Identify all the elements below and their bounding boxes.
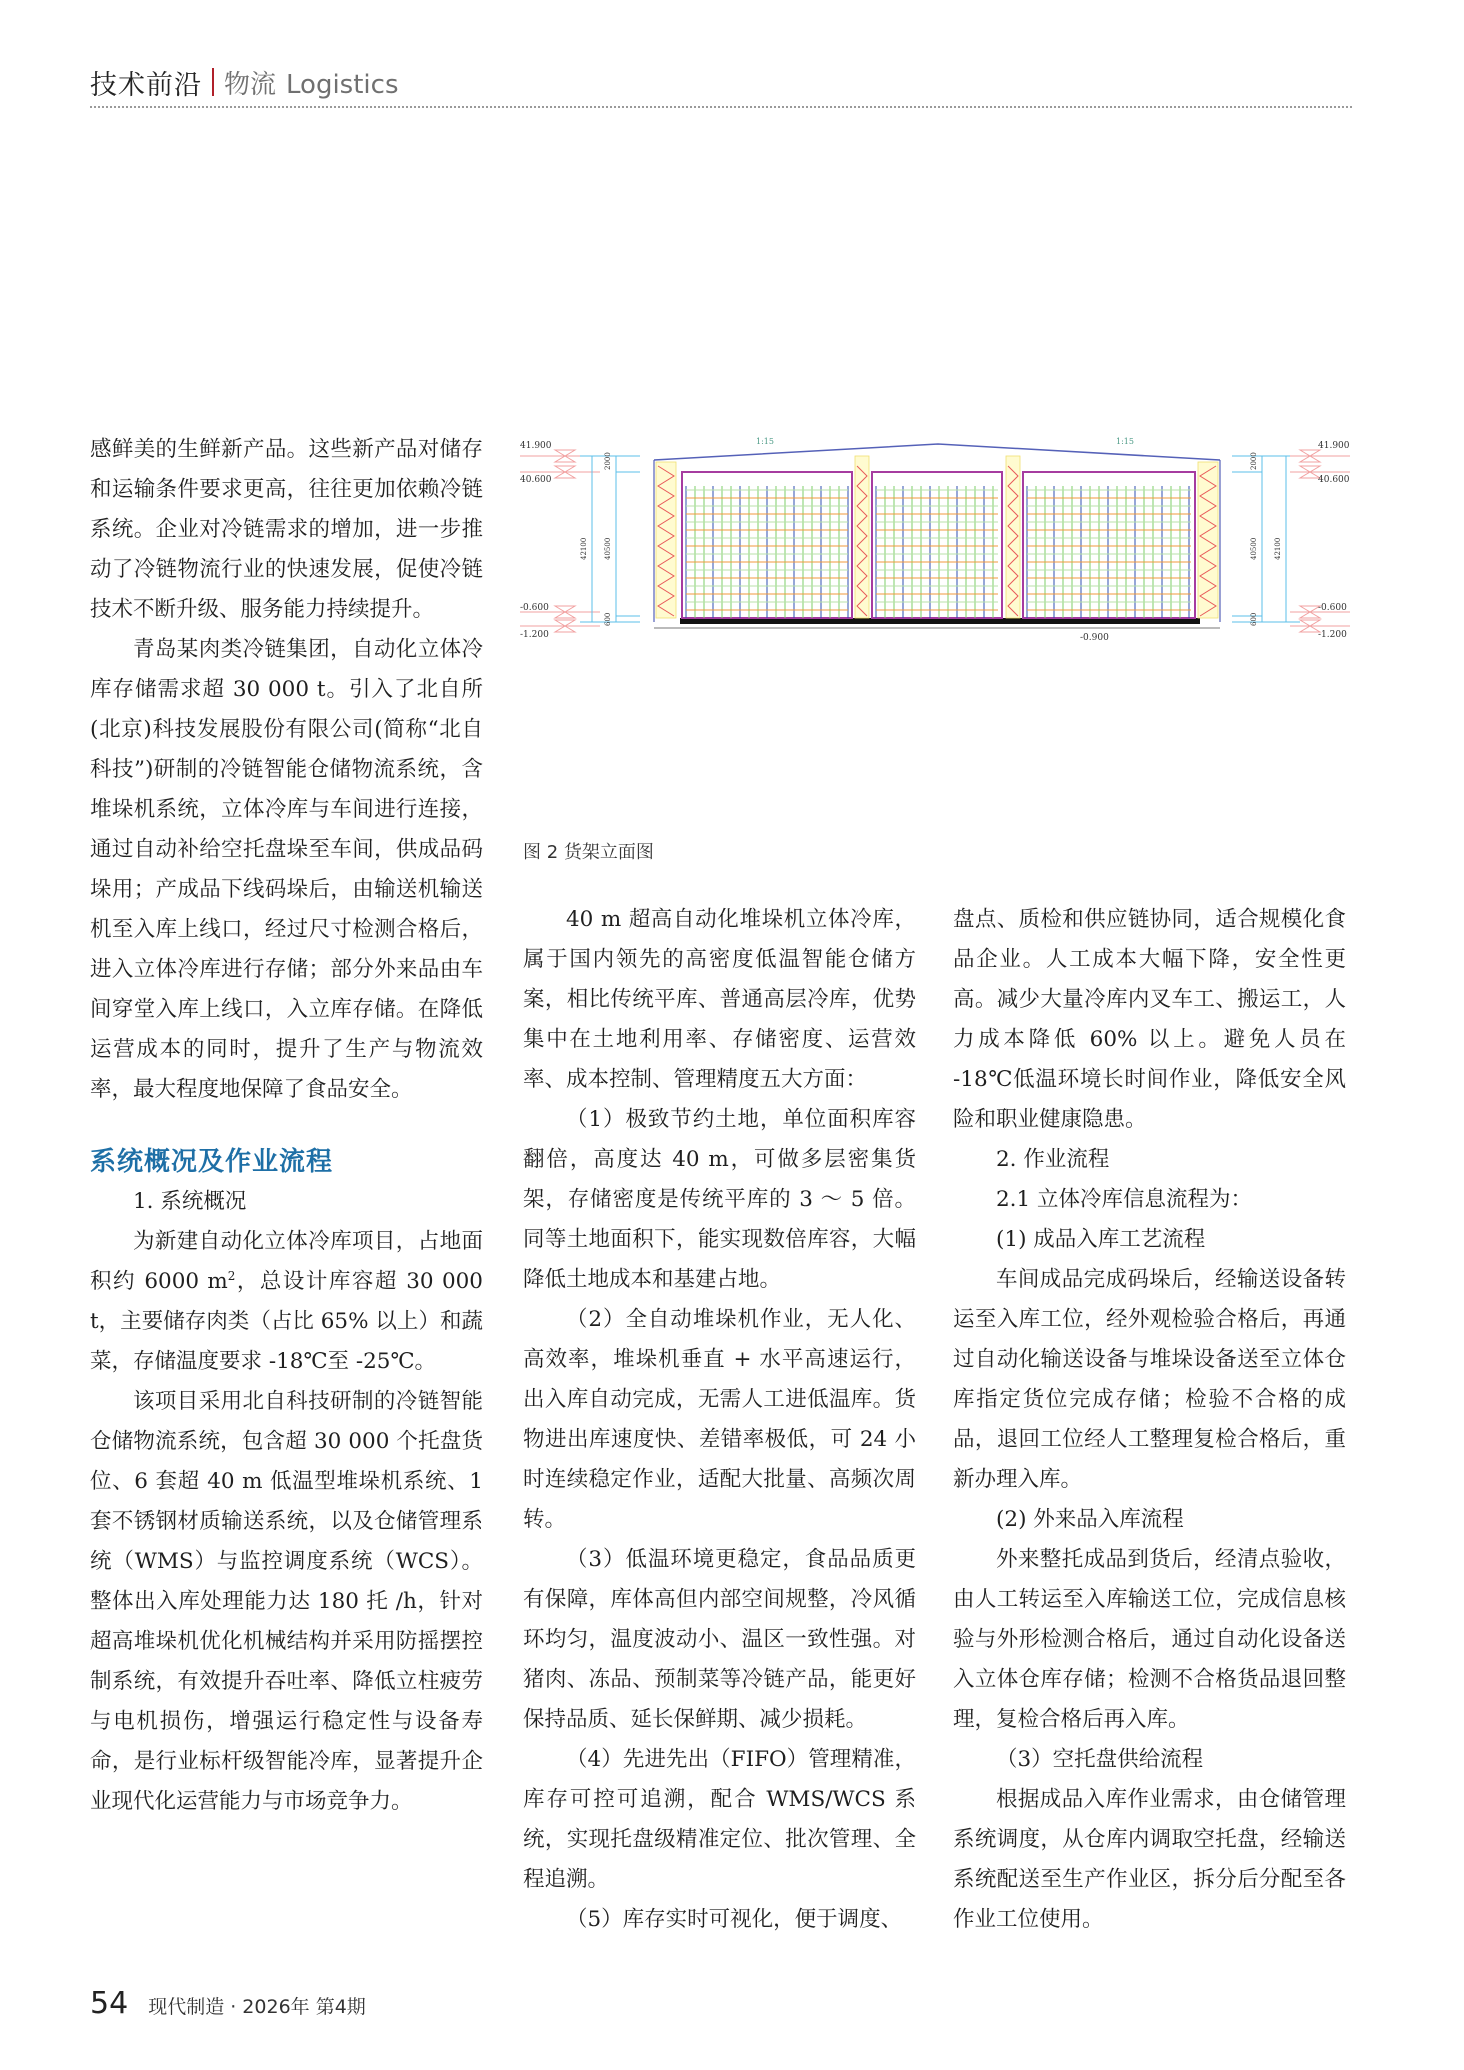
subheading-step-2: (2) 外来品入库流程 [996, 1507, 1184, 1532]
section-title: 技术前沿 [90, 69, 202, 101]
page-number: 54 [90, 1986, 129, 2021]
paragraph: 盘点、质检和供应链协同，适合规模化食品企业。人工成本大幅下降，安全性更高。减少大量冷库内叉车工、搬运工，人力成本降低 60% 以上。避免人员在 -18℃低温环境长时间作业，降低安全风险和职业健康隐患。 [953, 907, 1346, 1132]
elevation-label: 40.600 [1318, 475, 1350, 485]
column-2 [523, 900, 916, 1940]
paragraph: 外来整托成品到货后，经清点验收，由人工转运至入库输送工位，完成信息核验与外形检测合格后，通过自动化设备送入立体仓库存储；检测不合格货品退回整理，复检合格后再入库。 [953, 1547, 1346, 1732]
journal-issue: 现代制造 · 2026年 第4期 [148, 1996, 366, 2018]
paragraph: 感鲜美的生鲜新产品。这些新产品对储存和运输条件要求更高，往往更加依赖冷链系统。企业对冷链需求的增加，进一步推动了冷链物流行业的快速发展，促使冷链技术不断升级、服务能力持续提升。 [90, 437, 483, 622]
rack-elevation-figure [520, 430, 1350, 850]
subheading-step-1: (1) 成品入库工艺流程 [996, 1227, 1206, 1252]
elevation-label: -0.900 [1080, 633, 1109, 643]
paragraph: 根据成品入库作业需求，由仓储管理系统调度，从仓库内调取空托盘，经输送系统配送至生产作业区，拆分后分配至各作业工位使用。 [953, 1787, 1346, 1932]
dimension-label: 40500 [1250, 537, 1258, 560]
subsection-cn: 物流 [224, 69, 277, 100]
elevation-label: 41.900 [520, 441, 552, 451]
header-divider [212, 68, 214, 96]
text-run: 为新建自动化立体冷库项目，占地面积约 6000 m [90, 1229, 483, 1294]
elevation-label: -0.600 [1318, 603, 1347, 613]
dimension-label: 600 [1250, 612, 1258, 626]
superscript: 2 [227, 1268, 236, 1283]
paragraph: 40 m 超高自动化堆垛机立体冷库，属于国内领先的高密度低温智能仓储方案，相比传统平库、普通高层冷库，优势集中在土地利用率、存储密度、运营效率、成本控制、管理精度五大方面： [523, 907, 916, 1092]
elevation-label: -1.200 [520, 630, 549, 640]
dimension-label: 42100 [580, 537, 588, 560]
elevation-label: 41.900 [1318, 441, 1350, 451]
paragraph: （5）库存实时可视化，便于调度、 [566, 1907, 903, 1932]
text-run: ，总设计库容超 30 000 t，主要储存肉类（占比 65% 以上）和蔬菜，存储温度要求 -18℃至 -25℃。 [90, 1269, 483, 1374]
paragraph: 车间成品完成码垛后，经输送设备转运至入库工位，经外观检验合格后，再通过自动化输送设备与堆垛设备送至立体仓库指定货位完成存储；检验不合格的成品，退回工位经人工整理复检合格后，重新办理入库。 [953, 1267, 1346, 1492]
paragraph: （3）低温环境更稳定，食品品质更有保障，库体高但内部空间规整，冷风循环均匀，温度波动小、温区一致性强。对猪肉、冻品、预制菜等冷链产品，能更好保持品质、延长保鲜期、减少损耗。 [523, 1547, 916, 1732]
subsection-en: Logistics [286, 69, 399, 100]
paragraph: 青岛某肉类冷链集团，自动化立体冷库存储需求超 30 000 t。引入了北自所(北京)科技发展股份有限公司(简称“北自科技”)研制的冷链智能仓储物流系统，含堆垛机系统，立体冷库与车间进行连接，通过自动补给空托盘垛至车间，供成品码垛用；产成品下线码垛后，由输送机输送机至入库上线口，经过尺寸检测合格后，进入立体冷库进行存储；部分外来品由车间穿堂入库上线口，入立库存储。在降低运营成本的同时，提升了生产与物流效率，最大程度地保障了食品安全。 [90, 637, 483, 1102]
elevation-label: -0.600 [520, 603, 549, 613]
slope-label: 1:15 [1116, 437, 1134, 446]
subheading-2-1: 2.1 立体冷库信息流程为： [996, 1187, 1253, 1212]
paragraph: （1）极致节约土地，单位面积库容翻倍，高度达 40 m，可做多层密集货架，存储密度是传统平库的 3 ～ 5 倍。同等土地面积下，能实现数倍库容，大幅降低土地成本和基建占地。 [523, 1107, 916, 1292]
slope-label: 1:15 [756, 437, 774, 446]
section-heading: 系统概况及作业流程 [90, 1147, 334, 1177]
dimension-label: 600 [604, 612, 612, 626]
paragraph: 该项目采用北自科技研制的冷链智能仓储物流系统，包含超 30 000 个托盘货位、6 套超 40 m 低温型堆垛机系统、1 套不锈钢材质输送系统，以及仓储管理系统（WMS）与监控调度系统（WCS）。整体出入库处理能力达 180 托 /h，针对超高堆垛机优化机械结构并采用防摇摆控制系统，有效提升吞吐率、降低立柱疲劳与电机损伤，增强运行稳定性与设备寿命，是行业标杆级智能冷库，显著提升企业现代化运营能力与市场竞争力。 [90, 1389, 483, 1814]
left-elevation-markers [520, 441, 600, 640]
header-dotted-rule [90, 106, 1352, 108]
figure-caption: 图 2 货架立面图 [523, 842, 654, 863]
subheading-step-3: （3）空托盘供给流程 [996, 1747, 1204, 1772]
dimension-label: 40500 [604, 537, 612, 560]
right-dimension-lines [1232, 452, 1300, 626]
subsection-title [224, 64, 398, 101]
running-header [90, 62, 398, 102]
paragraph: （4）先进先出（FIFO）管理精准，库存可控可追溯，配合 WMS/WCS 系统，实现托盘级精准定位、批次管理、全程追溯。 [523, 1747, 916, 1892]
column-3 [953, 900, 1346, 1940]
dimension-label: 42100 [1274, 537, 1282, 560]
rack-elevation-drawing [520, 430, 1350, 830]
subheading-2: 2. 作业流程 [996, 1147, 1110, 1172]
subheading-1: 1. 系统概况 [133, 1189, 247, 1214]
left-dimension-lines [580, 452, 640, 626]
column-1 [90, 430, 483, 1822]
page-footer [90, 1986, 366, 2021]
elevation-label: 40.600 [520, 475, 552, 485]
paragraph: （2）全自动堆垛机作业，无人化、高效率，堆垛机垂直 + 水平高速运行，出入库自动完成，无需人工进低温库。货物进出库速度快、差错率极低，可 24 小时连续稳定作业，适配大批量、高频次周转。 [523, 1307, 916, 1532]
dimension-label: 2000 [604, 452, 612, 470]
dimension-label: 2000 [1250, 452, 1258, 470]
paragraph [90, 1222, 483, 1382]
elevation-label: -1.200 [1318, 630, 1347, 640]
